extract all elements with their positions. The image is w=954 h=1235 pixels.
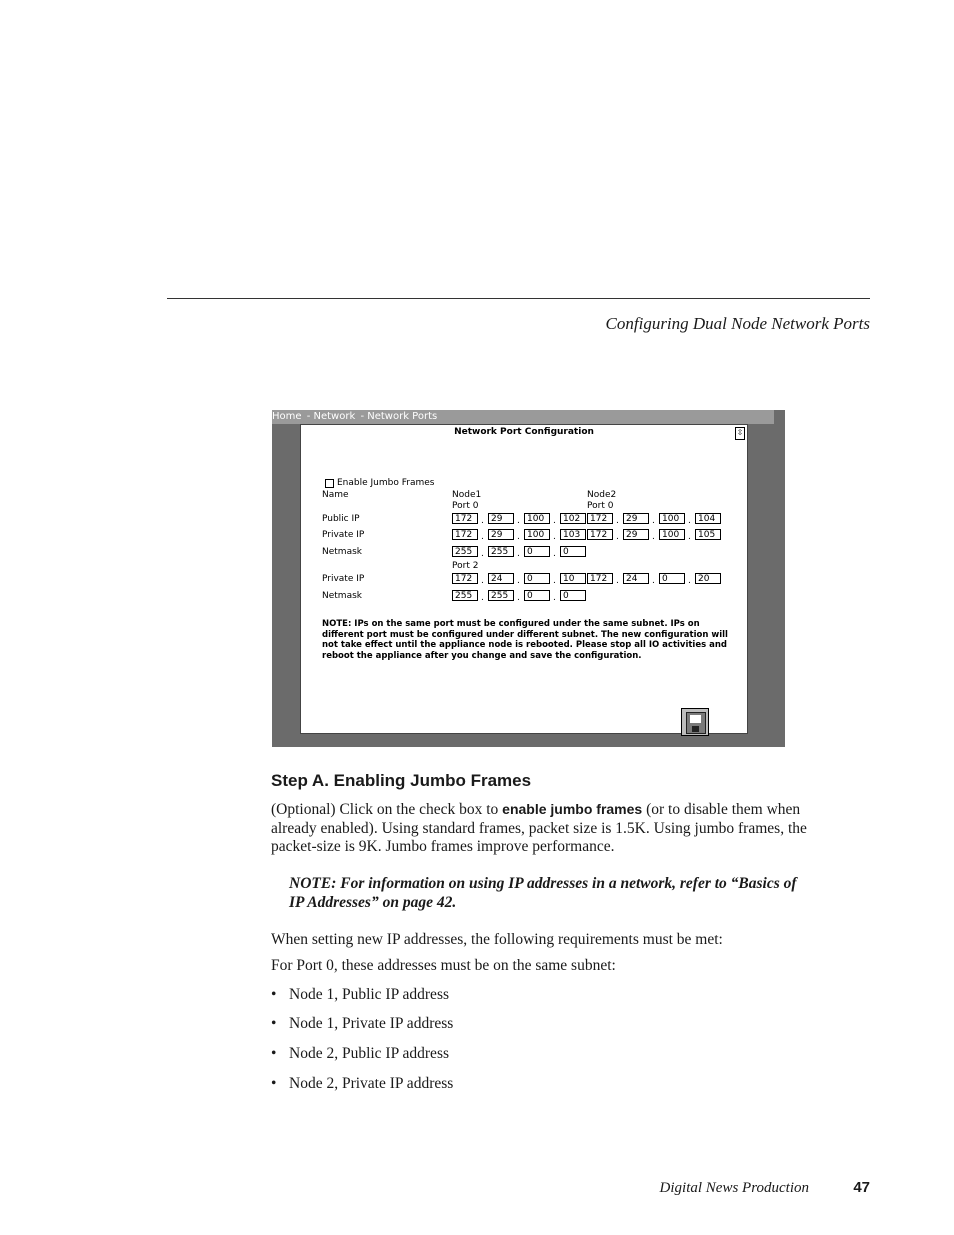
name-label: Name — [322, 490, 349, 500]
config-panel: Network Port Configuration ⇳ Enable Jumbo Frames Name Node1 Node2 Port 0 Port 0 Public IP 172 . 29 . 100 . 102 172 . 29 . 100 . 104 Private IP 172 . 29 . 100 . 103 172 . 29 . 100 . 105 Netmask 255 . 255 . 0 . 0 Port 2 Private IP 172 . 24 . 0 . 10 172 . 24 . 0 . 20 Netmask 255 . 255 . 0 . 0 NOTE: IPs on the same port must be configured under the same subnet. IPs on different port must be configured under different subnet. The new configuration will not take effect until the appliance node is rebooted. Please stop all IO activities and reboot the appliance after you change and save the configuration. — [300, 424, 748, 734]
node2-public-ip-octet-3[interactable]: 100 — [659, 513, 685, 524]
node1-private-ip-octet-4[interactable]: 103 — [560, 529, 586, 540]
node1-public-ip-octet-4[interactable]: 102 — [560, 513, 586, 524]
breadcrumb-home[interactable]: Home — [272, 411, 302, 422]
running-header: Configuring Dual Node Network Ports — [605, 314, 870, 333]
port0-intro-line: For Port 0, these addresses must be on the same subnet: — [271, 957, 616, 974]
node1-public-ip-octet-3[interactable]: 100 — [524, 513, 550, 524]
port2-node1-private-ip-octet-1[interactable]: 172 — [452, 573, 478, 584]
header-rule — [167, 298, 870, 299]
node2-private-ip-octet-3[interactable]: 100 — [659, 529, 685, 540]
node2-public-ip-octet-2[interactable]: 29 — [623, 513, 649, 524]
port2-node2-private-ip-octet-2[interactable]: 24 — [623, 573, 649, 584]
list-item: • Node 2, Public IP address — [271, 1045, 450, 1062]
configuration-note: NOTE: IPs on the same port must be configured under the same subnet. IPs on different port must be configured under different subnet. The new configuration will not take effect until the appliance node is rebooted. Please stop all IO activities and reboot the appliance after you change and save the configuration. — [322, 619, 728, 661]
netmask-octet-4[interactable]: 0 — [560, 546, 586, 557]
requirements-line: When setting new IP addresses, the following requirements must be met: — [271, 931, 723, 948]
node2-label: Node2 — [587, 490, 617, 500]
port2-node2-private-ip-octet-1[interactable]: 172 — [587, 573, 613, 584]
netmask-octet-3[interactable]: 0 — [524, 546, 550, 557]
node1-public-ip-octet-2[interactable]: 29 — [488, 513, 514, 524]
breadcrumb — [272, 410, 774, 424]
node1-private-ip-octet-1[interactable]: 172 — [452, 529, 478, 540]
floppy-disk-icon — [686, 712, 706, 734]
node2-private-ip-octet-4[interactable]: 105 — [695, 529, 721, 540]
public-ip-label: Public IP — [322, 514, 360, 524]
port2-node1-private-ip-octet-4[interactable]: 10 — [560, 573, 586, 584]
node2-private-ip-octet-1[interactable]: 172 — [587, 529, 613, 540]
node1-private-ip-octet-2[interactable]: 29 — [488, 529, 514, 540]
node2-port0-label: Port 0 — [587, 501, 614, 511]
panel-title: Network Port Configuration — [454, 427, 594, 437]
netmask-octet-2[interactable]: 255 — [488, 546, 514, 557]
port2-node2-private-ip-octet-4[interactable]: 20 — [695, 573, 721, 584]
breadcrumb-network[interactable]: - Network — [306, 411, 356, 422]
port2-netmask-label: Netmask — [322, 591, 362, 601]
netmask-octet-1[interactable]: 255 — [452, 546, 478, 557]
list-item: • Node 2, Private IP address — [271, 1075, 454, 1092]
enable-jumbo-frames-term: enable jumbo frames — [502, 801, 643, 817]
section-heading: Step A. Enabling Jumbo Frames — [271, 771, 532, 790]
footer-title: Digital News Production — [659, 1180, 809, 1196]
save-button[interactable] — [681, 708, 709, 736]
port2-private-ip-label: Private IP — [322, 574, 365, 584]
intro-paragraph: (Optional) Click on the check box to enable jumbo frames (or to disable them when already enabled). Using standard frames, packet size is 1.5K. Using jumbo frames, the packet-size is 9K. Jumbo frames improve performance. — [271, 801, 807, 855]
ip-basics-note: NOTE: For information on using IP addresses in a network, refer to “Basics of IP Addresses” on page 42. — [289, 875, 797, 911]
node1-label: Node1 — [452, 490, 482, 500]
port2-node1-private-ip-octet-2[interactable]: 24 — [488, 573, 514, 584]
screenshot-figure — [272, 410, 785, 747]
node1-private-ip-octet-3[interactable]: 100 — [524, 529, 550, 540]
node1-public-ip-octet-1[interactable]: 172 — [452, 513, 478, 524]
scroll-icon[interactable]: ⇳ — [735, 427, 745, 440]
node2-public-ip-octet-4[interactable]: 104 — [695, 513, 721, 524]
port2-netmask-octet-2[interactable]: 255 — [488, 590, 514, 601]
breadcrumb-network-ports[interactable]: - Network Ports — [360, 411, 438, 422]
port2-netmask-octet-4[interactable]: 0 — [560, 590, 586, 601]
port2-node1-private-ip-octet-3[interactable]: 0 — [524, 573, 550, 584]
node2-private-ip-octet-2[interactable]: 29 — [623, 529, 649, 540]
port2-netmask-octet-1[interactable]: 255 — [452, 590, 478, 601]
jumbo-frames-label: Enable Jumbo Frames — [337, 478, 435, 488]
private-ip-label: Private IP — [322, 530, 365, 540]
netmask-label: Netmask — [322, 547, 362, 557]
node2-public-ip-octet-1[interactable]: 172 — [587, 513, 613, 524]
list-item: • Node 1, Public IP address — [271, 986, 450, 1003]
list-item: • Node 1, Private IP address — [271, 1015, 454, 1032]
port2-label: Port 2 — [452, 561, 479, 571]
page-number: 47 — [853, 1179, 870, 1196]
port2-node2-private-ip-octet-3[interactable]: 0 — [659, 573, 685, 584]
enable-jumbo-frames-checkbox[interactable] — [325, 479, 334, 488]
port2-netmask-octet-3[interactable]: 0 — [524, 590, 550, 601]
node1-port0-label: Port 0 — [452, 501, 479, 511]
